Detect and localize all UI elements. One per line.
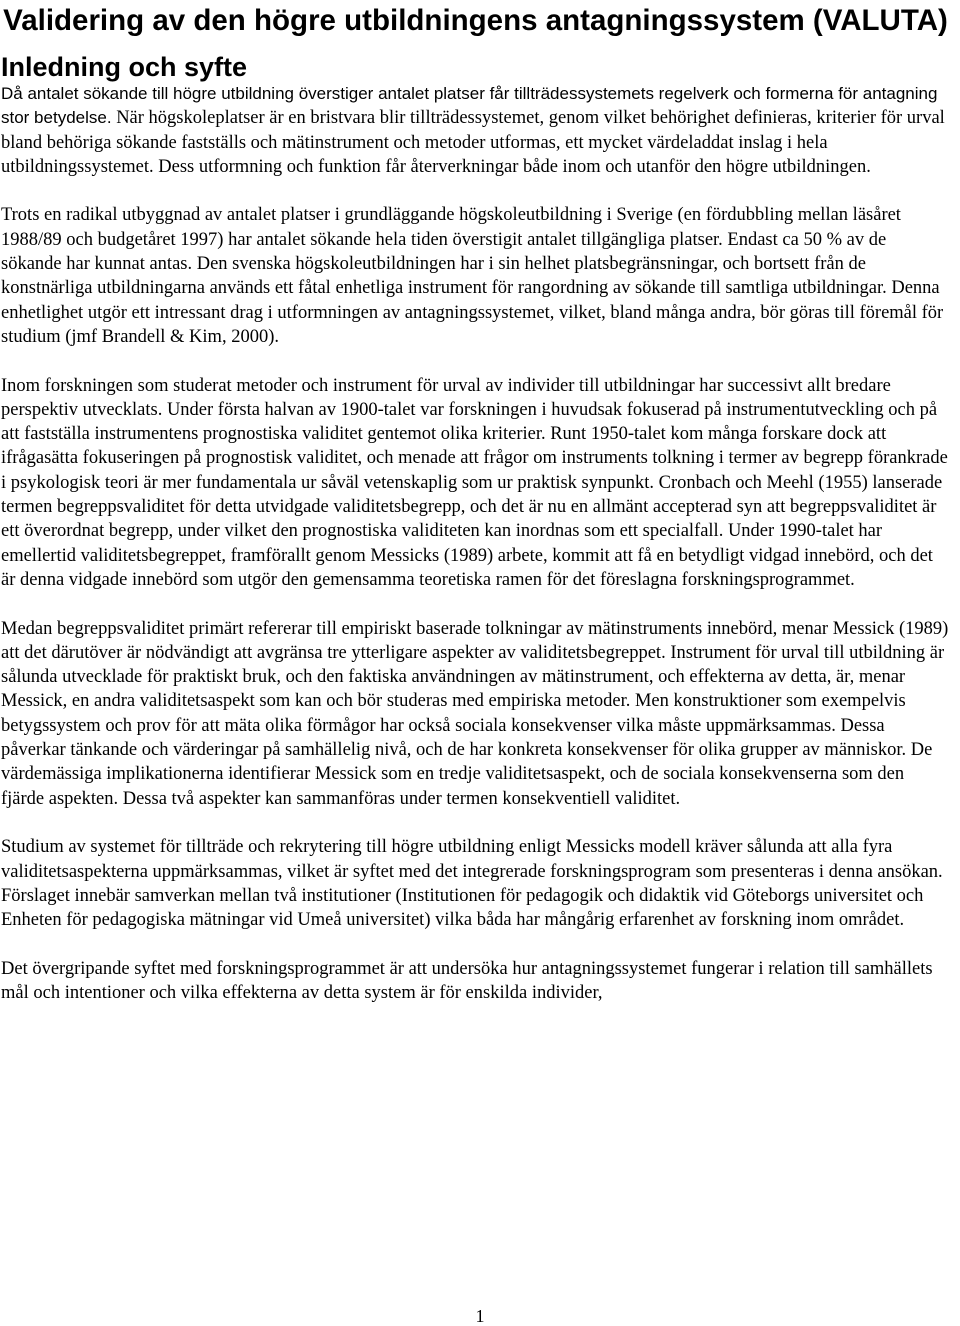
page-number: 1 [475,1306,485,1326]
paragraph: Medan begreppsvaliditet primärt refererar till empiriskt baserade tolkningar av mätinstruments innebörd, menar Messick (1989) att det därutöver är nödvändigt att avgränsa tre ytterligare aspekter av validitetsbegreppet. Instrument för urval till utbildning är sålunda utvecklade för praktiskt bruk, och den faktiska användningen av mätinstrument, och effekterna av detta, är, menar Messick, en andra validitetsaspekt som kan och bör studeras med empiriska metoder. Men konstruktioner som exempelvis betygssystem och prov för att mäta olika förmågor har också sociala konsekvenser vilka måste uppmärksammas. Dessa påverkar tänkande och värderingar på samhällelig nivå, och de har konkreta konsekvenser för olika grupper av människor. De värdemässiga implikationerna identifierar Messick som en tredje validitetsaspekt, och de sociala konsekvenserna som den fjärde aspekten. Dessa två aspekter kan sammanföras under termen konsekventiell validitet. [1,618,949,809]
paragraph [1,82,950,179]
paragraph-text: När högskoleplatser är en bristvara blir tillträdessystemet, genom vilket behörighet definieras, kriterier för urval bland behöriga sökande fastställs och mätinstrument och metoder utformas, ett mycket värdeladdat inslag i hela utbildningssystemet. Dess utformning och funktion får återverkningar både inom och utanför den högre utbildningen. [1,108,945,177]
section-heading: Inledning och syfte [1,52,248,82]
paragraph-intro-text: Då antalet sökande till högre utbildning överstiger antalet platser får tillträdessystemets regelverk och formerna för antagning stor betydelse. [1,84,938,128]
paragraph: Studium av systemet för tillträde och rekrytering till högre utbildning enligt Messicks modell kräver sålunda att alla fyra validitetsaspekterna uppmärksammas, vilket är syftet med det integrerade forskningsprogram som presenteras i denna ansökan. Förslaget innebär samverkan mellan två institutioner (Institutionen för pedagogik och didaktik vid Göteborgs universitet och Enheten för pedagogiska mätningar vid Umeå universitet) vilka båda har mångårig erfarenhet av forskning inom området. [1,837,943,931]
paragraph: Det övergripande syftet med forskningsprogrammet är att undersöka hur antagningssystemet fungerar i relation till samhällets mål och intentioner och vilka effekterna av detta system är för enskilda individer, [1,958,933,1003]
paragraph: Inom forskningen som studerat metoder och instrument för urval av individer till utbildningar har successivt allt bredare perspektiv utvecklats. Under första halvan av 1900-talet var forskningen i huvudsak fokuserad på instrumentutveckling och på att fastställa instrumentens prognostiska validitet gentemot olika kriterier. Runt 1950-talet kom många forskare dock att ifrågasätta fokuseringen på prognostisk validitet, och menade att frågor om instruments tolkning i termer av begrepp förankrade i psykologisk teori är mer fundamentala ur såväl vetenskaplig som ur praktisk synpunkt. Cronbach och Meehl (1955) lanserade termen begreppsvaliditet för detta utvidgade validitetsbegrepp, och det är nu en allmänt accepterad syn att begreppsvaliditet är ett överordnat begrepp, under vilket den prognostiska validiteten kan inordnas som ett specialfall. Under 1990-talet har emellertid validitetsbegreppet, framförallt genom Messicks (1989) arbete, kommit att få en betydligt vidgad innebörd, och det är denna vidgade innebörd som utgör den gemensamma teoretiska ramen för det föreslagna forskningsprogrammet. [1,375,948,590]
paragraph: Trots en radikal utbyggnad av antalet platser i grundläggande högskoleutbildning i Sverige (en fördubbling mellan läsåret 1988/89 och budgetåret 1997) har antalet sökande hela tiden överstigit antalet tillgängliga platser. Endast ca 50 % av de sökande har kunnat antas. Den svenska högskoleutbildningen har i sin helhet platsbegränsningar, och bortsett från de konstnärliga utbildningarna används ett fåtal enhetliga instrument för rangordning av sökande till samtliga utbildningar. Denna enhetlighet utgör ett intressant drag i utformningen av antagningssystemet, vilket, bland många andra, bör göras till föremål för studium (jmf Brandell & Kim, 2000). [1,205,944,347]
document-title: Validering av den högre utbildningens antagningssystem (VALUTA) [3,4,948,37]
